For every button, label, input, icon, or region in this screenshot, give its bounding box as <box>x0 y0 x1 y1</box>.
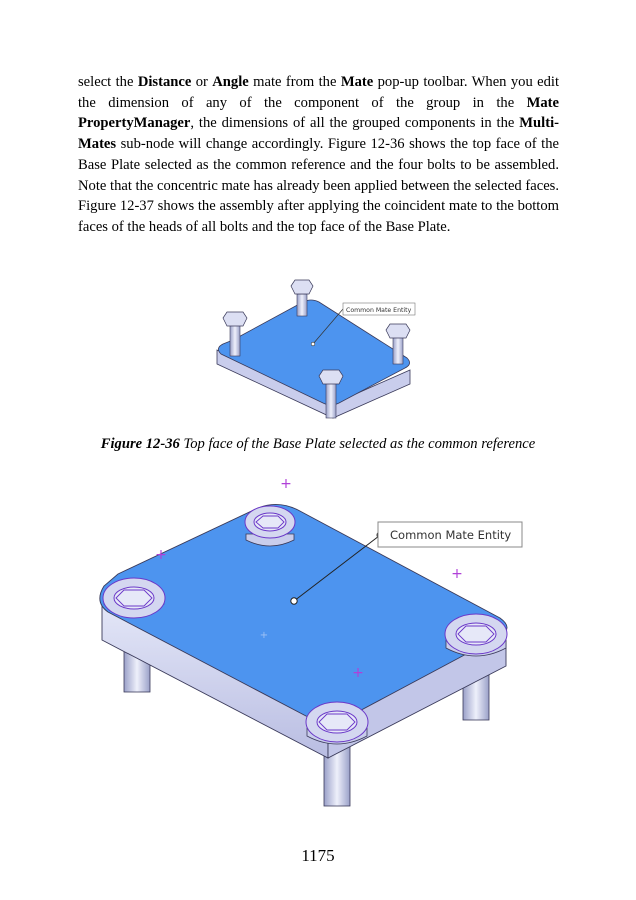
body-paragraph: select the Distance or Angle mate from the Mate pop-up toolbar. When you edit the dimension of any of the component of the group in the Mate PropertyManager, the dimensions of all the grouped components in the Multi-Mates sub-node will change accordingly. Figure 12-36 shows the top face of the Base Plate selected as the common reference and the four bolts to be assembled. Note that the concentric mate has already been applied between the selected faces. Figure 12-37 shows the assembly after applying the coincident mate to the bottom faces of the heads of all bolts and the top face of the Base Plate. <box>78 74 559 235</box>
figure-12-37 <box>88 470 528 815</box>
term-mate: Mate <box>340 74 374 90</box>
figure-caption <box>0 436 636 453</box>
caption-text: Top face of the Base Plate selected as the common reference <box>179 436 536 452</box>
term-distance: Distance <box>137 74 192 90</box>
callout-label: Common Mate Entity <box>390 528 512 542</box>
bolt-head-top <box>245 506 295 546</box>
caption-number: Figure 12-36 <box>100 436 180 452</box>
origin-marker: + <box>451 566 463 582</box>
term-multi-mates: Multi-Mates <box>78 115 559 153</box>
figure-12-36 <box>205 272 430 430</box>
origin-marker: + <box>259 630 269 641</box>
origin-marker: + <box>155 547 167 563</box>
origin-marker: + <box>280 476 292 492</box>
bolt-head-front <box>306 702 368 744</box>
callout-anchor <box>311 342 315 346</box>
bolt-head-right <box>445 614 507 656</box>
callout-label: Common Mate Entity <box>346 307 412 314</box>
origin-marker: + <box>352 665 364 681</box>
bolt-head-left <box>103 578 165 618</box>
callout-anchor <box>291 598 297 604</box>
page-number: 1175 <box>301 846 335 865</box>
term-mate-propertymanager: Mate PropertyManager <box>78 94 559 132</box>
term-angle: Angle <box>212 74 249 90</box>
